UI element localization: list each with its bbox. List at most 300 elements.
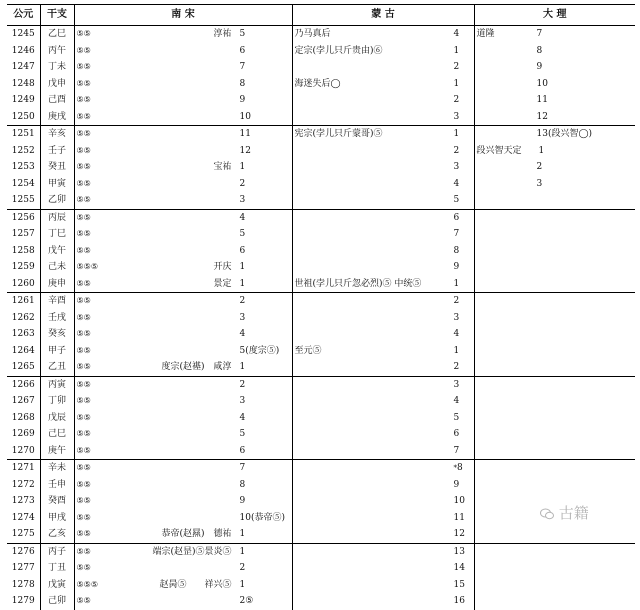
menggu-cell xyxy=(292,543,474,560)
nansong-content xyxy=(124,109,290,125)
menggu-cell xyxy=(292,43,474,60)
menggu-content xyxy=(295,410,472,426)
menggu-num-wrap xyxy=(454,526,472,542)
ganzhi-cell: 戊申 xyxy=(40,76,74,93)
dali-cell xyxy=(474,243,635,260)
dali-cell xyxy=(474,209,635,226)
menggu-num-wrap xyxy=(454,259,472,275)
year-cell: 1253 xyxy=(7,159,40,176)
nansong-cell xyxy=(122,326,292,343)
nansong-cell xyxy=(122,109,292,126)
menggu-num: 5 xyxy=(453,195,460,206)
ganzhi-cell: 壬申 xyxy=(40,477,74,494)
menggu-num: 8 xyxy=(453,245,460,256)
dali-cell xyxy=(474,460,635,477)
dali-cell xyxy=(474,293,635,310)
table-row xyxy=(7,43,635,60)
menggu-num-wrap xyxy=(454,410,472,426)
year-cell: 1269 xyxy=(7,426,40,443)
nansong-num: 12 xyxy=(239,145,251,156)
weekday-circles: ⑤⑤ xyxy=(76,29,91,39)
menggu-num: 2 xyxy=(453,362,460,373)
weekday-circles: ⑤⑤ xyxy=(76,62,91,72)
table-row xyxy=(7,109,635,126)
menggu-text: 宪宗(孛儿只斤蒙哥)⑤ xyxy=(294,129,383,140)
weekday-circles: ⑤⑤ xyxy=(74,526,122,543)
menggu-content xyxy=(295,210,472,226)
dali-num: 8 xyxy=(536,45,543,56)
year-cell: 1257 xyxy=(7,226,40,243)
dali-cell xyxy=(474,92,635,109)
weekday-circles: ⑤⑤ xyxy=(76,463,91,473)
nansong-content xyxy=(124,377,290,393)
menggu-num-wrap xyxy=(454,192,472,208)
nansong-num: 6 xyxy=(239,45,246,56)
menggu-num-wrap xyxy=(454,393,472,409)
table-row xyxy=(7,560,635,577)
menggu-content xyxy=(295,477,472,493)
dali-text xyxy=(477,76,533,92)
dali-cell xyxy=(474,59,635,76)
weekday-circles: ⑤⑤ xyxy=(76,546,91,556)
header-menggu: 蒙 古 xyxy=(292,5,474,26)
nansong-num: 5 xyxy=(239,429,246,440)
nansong-num: 2 xyxy=(239,178,246,189)
year-cell: 1279 xyxy=(7,593,40,610)
table-row xyxy=(7,226,635,243)
menggu-cell xyxy=(292,577,474,594)
ganzhi-cell: 戊午 xyxy=(40,243,74,260)
dali-cell xyxy=(474,376,635,393)
nansong-content xyxy=(124,410,290,426)
year-cell: 1264 xyxy=(7,343,40,360)
nansong-content xyxy=(124,176,290,192)
dali-cell xyxy=(474,109,635,126)
nansong-cell xyxy=(122,526,292,543)
header-year: 公元 xyxy=(7,5,40,26)
nansong-cell xyxy=(122,477,292,494)
menggu-content xyxy=(295,109,472,125)
table-row xyxy=(7,76,635,93)
menggu-cell xyxy=(292,343,474,360)
ganzhi-cell: 甲子 xyxy=(40,343,74,360)
nansong-num: 1 xyxy=(239,362,246,373)
dali-num: 12 xyxy=(536,111,548,122)
weekday-circles: ⑤⑤ xyxy=(76,95,91,105)
menggu-content xyxy=(295,493,472,509)
nansong-cell xyxy=(122,443,292,460)
dali-cell xyxy=(474,192,635,209)
nansong-content xyxy=(124,493,290,509)
table-row xyxy=(7,477,635,494)
nansong-num: 3 xyxy=(239,195,246,206)
menggu-cell xyxy=(292,310,474,327)
dali-cell xyxy=(474,560,635,577)
menggu-num: 11 xyxy=(453,512,465,523)
table-row xyxy=(7,443,635,460)
nansong-cell xyxy=(122,143,292,160)
menggu-num: 16 xyxy=(453,596,465,607)
dali-num: 13(段兴智◯) xyxy=(536,129,593,140)
menggu-content xyxy=(295,544,472,560)
year-cell: 1250 xyxy=(7,109,40,126)
table-row xyxy=(7,460,635,477)
weekday-circles: ⑤⑤ xyxy=(76,45,91,55)
nansong-content xyxy=(124,226,290,242)
table-row xyxy=(7,59,635,76)
dali-cell xyxy=(474,310,635,327)
nansong-text: 度宗(赵禥) 咸淳 xyxy=(161,362,232,373)
year-cell: 1248 xyxy=(7,76,40,93)
weekday-circles: ⑤⑤ xyxy=(74,192,122,209)
year-cell: 1247 xyxy=(7,59,40,76)
weekday-circles: ⑤⑤ xyxy=(76,212,91,222)
weekday-circles: ⑤⑤ xyxy=(76,162,91,172)
dali-cell xyxy=(474,577,635,594)
dali-num: 1 xyxy=(538,145,545,156)
nansong-cell xyxy=(122,393,292,410)
dali-text xyxy=(477,126,533,142)
nansong-content xyxy=(124,76,290,92)
nansong-num: 5 xyxy=(239,229,246,240)
header-nansong: 南 宋 xyxy=(74,5,292,26)
nansong-content xyxy=(124,92,290,108)
ganzhi-cell: 己酉 xyxy=(40,92,74,109)
weekday-circles: ⑤⑤ xyxy=(76,329,91,339)
nansong-content xyxy=(124,560,290,576)
ganzhi-cell: 丁丑 xyxy=(40,560,74,577)
ganzhi-cell: 己巳 xyxy=(40,426,74,443)
nansong-text: 宝祐 xyxy=(213,162,232,173)
dali-cell xyxy=(474,410,635,427)
dali-num: 11 xyxy=(536,95,548,106)
menggu-cell xyxy=(292,259,474,276)
year-cell: 1245 xyxy=(7,26,40,43)
table-row xyxy=(7,577,635,594)
nansong-content xyxy=(124,210,290,226)
menggu-num: 2 xyxy=(453,145,460,156)
nansong-cell xyxy=(122,493,292,510)
year-cell: 1258 xyxy=(7,243,40,260)
nansong-num: 8 xyxy=(239,78,246,89)
menggu-num-wrap xyxy=(454,210,472,226)
table-row xyxy=(7,92,635,109)
menggu-content xyxy=(295,43,472,59)
menggu-num: 1 xyxy=(453,345,460,356)
nansong-num: 9 xyxy=(239,95,246,106)
table-row xyxy=(7,310,635,327)
weekday-circles: ⑤⑤ xyxy=(76,78,91,88)
ganzhi-cell: 戊寅 xyxy=(40,577,74,594)
nansong-num: 6 xyxy=(239,245,246,256)
weekday-circles: ⑤⑤ xyxy=(76,245,91,255)
dali-cell xyxy=(474,443,635,460)
ganzhi-cell: 丁卯 xyxy=(40,393,74,410)
dali-cell xyxy=(474,326,635,343)
nansong-content xyxy=(124,593,290,609)
dali-text xyxy=(477,59,533,75)
menggu-num: 9 xyxy=(453,479,460,490)
dali-num: 3 xyxy=(536,178,543,189)
dali-content xyxy=(477,43,634,59)
menggu-num: 9 xyxy=(453,262,460,273)
nansong-num: 1 xyxy=(239,162,246,173)
nansong-cell xyxy=(122,577,292,594)
menggu-num: 3 xyxy=(453,379,460,390)
table-row xyxy=(7,192,635,209)
nansong-num: 8 xyxy=(239,479,246,490)
weekday-circles: ⑤⑤ xyxy=(76,229,91,239)
menggu-content xyxy=(295,259,472,275)
year-cell: 1270 xyxy=(7,443,40,460)
menggu-num-wrap xyxy=(454,126,472,142)
menggu-content xyxy=(295,26,472,42)
ganzhi-cell: 乙丑 xyxy=(40,359,74,376)
dali-num: 2 xyxy=(536,162,543,173)
year-cell: 1254 xyxy=(7,176,40,193)
menggu-num: 4 xyxy=(453,29,460,40)
menggu-num: 4 xyxy=(453,178,460,189)
menggu-cell xyxy=(292,593,474,610)
nansong-text: 赵昺⑤ 祥兴⑤ xyxy=(159,579,232,590)
ganzhi-cell: 癸丑 xyxy=(40,159,74,176)
dali-text xyxy=(477,176,533,192)
menggu-text: 至元⑤ xyxy=(294,345,322,356)
nansong-num: 3 xyxy=(239,312,246,323)
nansong-cell xyxy=(122,343,292,360)
year-cell: 1267 xyxy=(7,393,40,410)
nansong-content xyxy=(124,544,290,560)
nansong-content xyxy=(124,126,290,142)
menggu-num: 2 xyxy=(453,296,460,307)
ganzhi-cell: 乙亥 xyxy=(40,526,74,543)
ganzhi-cell: 丙寅 xyxy=(40,376,74,393)
menggu-content xyxy=(295,560,472,576)
menggu-cell xyxy=(292,376,474,393)
table-row xyxy=(7,126,635,143)
nansong-num: 9 xyxy=(239,496,246,507)
nansong-cell xyxy=(122,59,292,76)
header-dali: 大 理 xyxy=(474,5,635,26)
nansong-content xyxy=(124,43,290,59)
weekday-circles: ⑤⑤ xyxy=(76,379,91,389)
menggu-num-wrap xyxy=(454,293,472,309)
dali-cell xyxy=(474,259,635,276)
ganzhi-cell: 乙卯 xyxy=(40,192,74,209)
menggu-cell xyxy=(292,510,474,527)
menggu-num: 4 xyxy=(453,329,460,340)
menggu-num: 1 xyxy=(453,45,460,56)
dali-content xyxy=(477,109,634,125)
ganzhi-cell: 庚申 xyxy=(40,276,74,293)
menggu-content xyxy=(295,510,472,526)
menggu-num: 3 xyxy=(453,312,460,323)
nansong-content xyxy=(124,326,290,342)
weekday-circles: ⑤⑤ xyxy=(76,496,91,506)
weekday-circles: ⑤⑤ xyxy=(76,479,91,489)
ganzhi-cell: 庚戌 xyxy=(40,109,74,126)
menggu-num: 2 xyxy=(453,62,460,73)
menggu-content xyxy=(295,92,472,108)
menggu-num: 1 xyxy=(453,278,460,289)
menggu-num-wrap xyxy=(454,593,472,609)
dali-num: 10 xyxy=(536,78,548,89)
nansong-content xyxy=(124,243,290,259)
dali-num: 7 xyxy=(536,29,543,40)
nansong-cell xyxy=(122,243,292,260)
table-row xyxy=(7,526,635,543)
dali-text xyxy=(477,43,533,59)
menggu-cell xyxy=(292,192,474,209)
nansong-num: 1 xyxy=(239,262,246,273)
menggu-num: 15 xyxy=(453,579,465,590)
menggu-cell xyxy=(292,493,474,510)
nansong-content xyxy=(124,393,290,409)
menggu-num-wrap xyxy=(454,377,472,393)
menggu-cell xyxy=(292,393,474,410)
menggu-num-wrap xyxy=(454,226,472,242)
ganzhi-cell: 甲戌 xyxy=(40,510,74,527)
menggu-num: 6 xyxy=(453,212,460,223)
menggu-content xyxy=(295,343,472,359)
weekday-circles: ⑤⑤ xyxy=(76,512,91,522)
dali-cell xyxy=(474,276,635,293)
menggu-num: 3 xyxy=(453,111,460,122)
nansong-content xyxy=(124,26,290,42)
ganzhi-cell: 壬子 xyxy=(40,143,74,160)
menggu-content xyxy=(295,443,472,459)
dali-content xyxy=(477,176,634,192)
menggu-num: 1 xyxy=(453,129,460,140)
weekday-circles: ⑤⑤ xyxy=(76,296,91,306)
nansong-content xyxy=(124,310,290,326)
ganzhi-cell: 辛亥 xyxy=(40,126,74,143)
nansong-content xyxy=(124,577,290,593)
weekday-circles: ⑤⑤ xyxy=(76,312,91,322)
weekday-circles: ⑤⑤⑤ xyxy=(76,262,99,272)
nansong-cell xyxy=(122,26,292,43)
menggu-num: 10 xyxy=(453,496,465,507)
menggu-content xyxy=(295,192,472,208)
table-row xyxy=(7,410,635,427)
year-cell: 1263 xyxy=(7,326,40,343)
weekday-circles: ⑤⑤ xyxy=(76,429,91,439)
menggu-cell xyxy=(292,443,474,460)
year-cell: 1251 xyxy=(7,126,40,143)
dali-cell xyxy=(474,543,635,560)
nansong-text: 景定 xyxy=(213,278,232,289)
menggu-num-wrap xyxy=(454,176,472,192)
menggu-num-wrap xyxy=(454,159,472,175)
nansong-text: 端宗(赵昰)⑤景炎⑤ xyxy=(152,546,232,557)
dali-cell xyxy=(474,76,635,93)
menggu-cell xyxy=(292,226,474,243)
dali-cell xyxy=(474,477,635,494)
nansong-cell xyxy=(122,310,292,327)
nansong-cell xyxy=(122,593,292,610)
dali-text: 道隆 xyxy=(476,29,495,40)
dali-content xyxy=(477,76,634,92)
ganzhi-cell: 戊辰 xyxy=(40,410,74,427)
menggu-content xyxy=(295,76,472,92)
nansong-num: 2 xyxy=(239,563,246,574)
menggu-num-wrap xyxy=(454,43,472,59)
menggu-num: 4 xyxy=(453,396,460,407)
menggu-cell xyxy=(292,477,474,494)
year-cell: 1276 xyxy=(7,543,40,560)
menggu-num-wrap xyxy=(454,443,472,459)
nansong-text: 开庆 xyxy=(213,262,232,273)
table-row xyxy=(7,543,635,560)
menggu-cell xyxy=(292,92,474,109)
nansong-cell xyxy=(122,92,292,109)
nansong-num: 2⑤ xyxy=(239,596,254,607)
dali-text: 段兴智天定 xyxy=(476,145,522,156)
menggu-cell xyxy=(292,143,474,160)
menggu-cell xyxy=(292,126,474,143)
table-row xyxy=(7,176,635,193)
nansong-num: 4 xyxy=(239,329,246,340)
year-cell: 1252 xyxy=(7,143,40,160)
dali-cell xyxy=(474,593,635,610)
ganzhi-cell: 丙子 xyxy=(40,543,74,560)
menggu-content xyxy=(295,159,472,175)
nansong-num: 2 xyxy=(239,379,246,390)
menggu-cell xyxy=(292,159,474,176)
menggu-num-wrap xyxy=(454,76,472,92)
weekday-circles: ⑤⑤ xyxy=(74,443,122,460)
year-cell: 1278 xyxy=(7,577,40,594)
nansong-cell xyxy=(122,460,292,477)
menggu-num: 3 xyxy=(453,162,460,173)
weekday-circles: ⑤⑤ xyxy=(76,345,91,355)
menggu-cell xyxy=(292,176,474,193)
table-row xyxy=(7,393,635,410)
menggu-content xyxy=(295,377,472,393)
weekday-circles: ⑤⑤ xyxy=(74,359,122,376)
nansong-content xyxy=(124,143,290,159)
menggu-content xyxy=(295,526,472,542)
year-cell: 1271 xyxy=(7,460,40,477)
menggu-content xyxy=(295,59,472,75)
table-row xyxy=(7,426,635,443)
year-cell: 1256 xyxy=(7,209,40,226)
dali-cell xyxy=(474,526,635,543)
table-row xyxy=(7,376,635,393)
menggu-num-wrap xyxy=(454,143,472,159)
ganzhi-cell: 丁未 xyxy=(40,59,74,76)
menggu-cell xyxy=(292,560,474,577)
table-row xyxy=(7,359,635,376)
menggu-cell xyxy=(292,426,474,443)
year-cell: 1273 xyxy=(7,493,40,510)
weekday-circles: ⑤⑤ xyxy=(74,109,122,126)
watermark xyxy=(540,502,589,523)
year-cell: 1272 xyxy=(7,477,40,494)
weekday-circles: ⑤⑤ xyxy=(76,563,91,573)
dali-cell xyxy=(474,359,635,376)
nansong-content xyxy=(124,359,290,375)
menggu-content xyxy=(295,176,472,192)
ganzhi-cell: 辛未 xyxy=(40,460,74,477)
ganzhi-cell: 丙辰 xyxy=(40,209,74,226)
nansong-content xyxy=(124,460,290,476)
dali-content xyxy=(477,126,634,142)
menggu-content xyxy=(295,393,472,409)
table-row xyxy=(7,259,635,276)
nansong-cell xyxy=(122,293,292,310)
menggu-text: 乃马真后 xyxy=(294,29,331,40)
